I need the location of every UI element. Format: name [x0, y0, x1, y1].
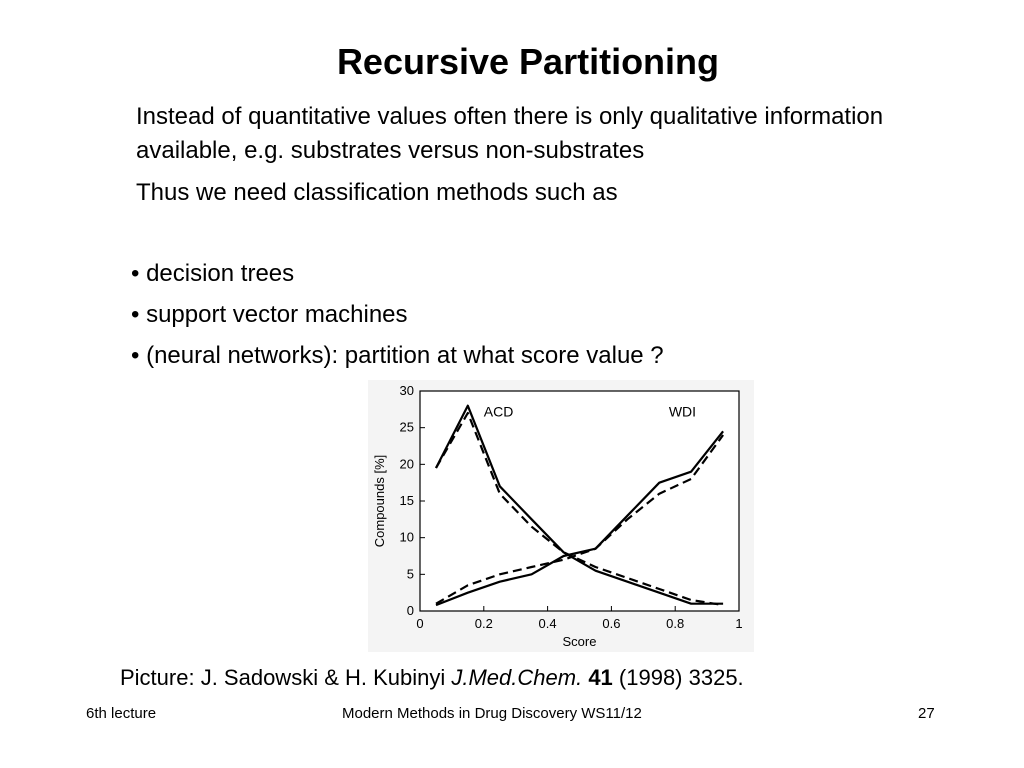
citation-year-pages: (1998) 3325. [612, 665, 744, 690]
score-distribution-chart [368, 380, 754, 652]
y-tick-label: 15 [399, 493, 414, 508]
intro-paragraph: Instead of quantitative values often there is only qualitative information available, e.g. substrates versus non-substrates [136, 103, 884, 164]
acd-annotation: ACD [483, 403, 514, 420]
footer-lecture: 6th lecture [86, 705, 157, 722]
x-axis-label: Score [562, 634, 597, 649]
bullet-svm: • support vector machines [131, 301, 408, 328]
citation-journal: J.Med.Chem. [451, 665, 583, 690]
y-tick-label: 5 [406, 566, 414, 582]
x-tick-label: 0.6 [602, 616, 621, 631]
bullet-neural-networks: • (neural networks): partition at what score value ? [131, 342, 664, 369]
y-tick-label: 30 [399, 383, 414, 398]
x-tick-label: 0.8 [666, 616, 685, 631]
footer-course: Modern Methods in Drug Discovery WS11/12 [342, 705, 642, 722]
slide-title: Recursive Partitioning [336, 41, 720, 82]
footer-page-number: 27 [918, 705, 935, 722]
wdi-annotation: WDI [668, 403, 697, 420]
classification-sentence: Thus we need classification methods such as [136, 179, 618, 206]
x-tick-label: 0 [416, 616, 424, 631]
x-tick-label: 1 [735, 616, 743, 631]
x-tick-label: 0.2 [474, 616, 493, 631]
y-axis-label: Compounds [%] [372, 454, 387, 548]
y-tick-label: 25 [399, 419, 414, 435]
bullet-decision-trees: • decision trees [131, 260, 295, 287]
picture-citation [120, 663, 744, 693]
citation-volume: 41 [588, 665, 613, 690]
y-tick-label: 20 [399, 456, 414, 472]
y-tick-label: 10 [399, 529, 414, 545]
citation-authors: Picture: J. Sadowski & H. Kubinyi [120, 665, 452, 690]
score-distribution-figure [368, 380, 754, 652]
x-tick-label: 0.4 [538, 616, 557, 631]
y-tick-label: 0 [406, 603, 414, 618]
plot-frame [420, 391, 739, 611]
